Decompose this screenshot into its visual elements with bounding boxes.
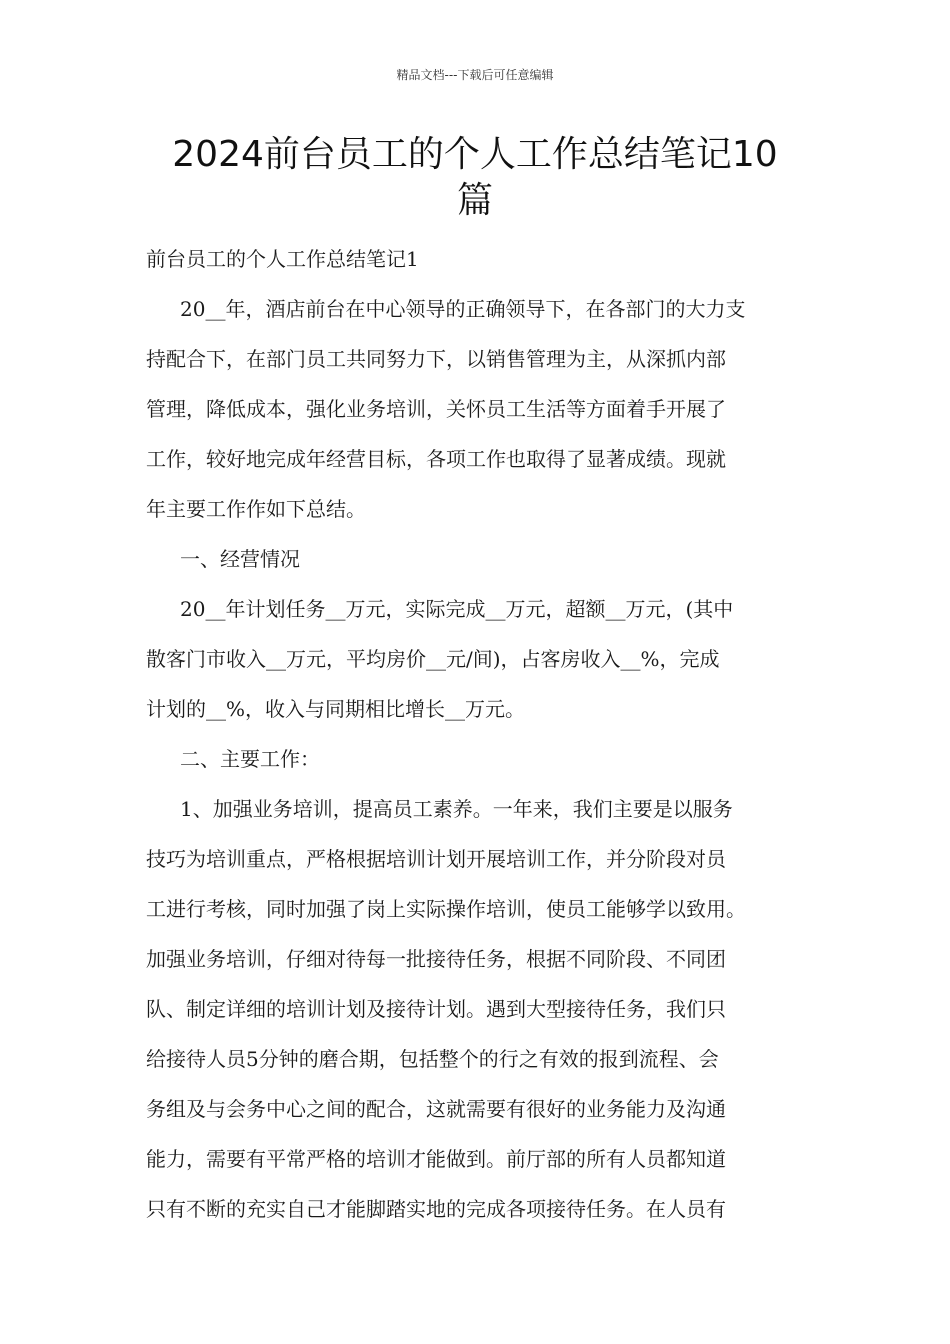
text-line: 技巧为培训重点，严格根据培训计划开展培训工作，并分阶段对员 [146, 847, 726, 871]
text-line: 计划的__%，收入与同期相比增长__万元。 [146, 697, 526, 721]
document-body [146, 234, 810, 1234]
text-line: 二、主要工作： [180, 747, 320, 771]
text-line: 散客门市收入__万元，平均房价__元/间)，占客房收入__%，完成 [146, 647, 720, 671]
text-line: 只有不断的充实自己才能脚踏实地的完成各项接待任务。在人员有 [146, 1197, 726, 1221]
text-line: 务组及与会务中心之间的配合，这就需要有很好的业务能力及沟通 [146, 1097, 726, 1121]
text-line: 队、制定详细的培训计划及接待计划。遇到大型接待任务，我们只 [146, 997, 726, 1021]
paragraph-training [146, 784, 810, 1234]
text-line: 年主要工作作如下总结。 [146, 497, 366, 521]
title-line-2: 篇 [456, 180, 493, 221]
text-line: 工进行考核，同时加强了岗上实际操作培训，使员工能够学以致用。 [146, 897, 746, 921]
text-line: 20__年计划任务__万元，实际完成__万元，超额__万元，(其中 [180, 597, 734, 621]
title-line-1: 2024前台员工的个人工作总结笔记10 [172, 134, 778, 175]
subheading-main-work [146, 734, 810, 784]
text-line: 管理，降低成本，强化业务培训，关怀员工生活等方面着手开展了 [146, 397, 726, 421]
text-line: 前台员工的个人工作总结笔记1 [146, 247, 419, 271]
subheading-business [146, 534, 810, 584]
paragraph-intro [146, 284, 810, 534]
document-title [0, 132, 950, 224]
text-line: 1、加强业务培训，提高员工素养。一年来，我们主要是以服务 [180, 797, 733, 821]
text-line: 20__年，酒店前台在中心领导的正确领导下，在各部门的大力支 [180, 297, 746, 321]
header-note: 精品文档---下载后可任意编辑 [396, 68, 554, 82]
text-line: 一、经营情况 [180, 547, 300, 571]
text-line: 工作，较好地完成年经营目标，各项工作也取得了显著成绩。现就 [146, 447, 726, 471]
text-line: 能力，需要有平常严格的培训才能做到。前厅部的所有人员都知道 [146, 1147, 726, 1171]
paragraph-business [146, 584, 810, 734]
text-line: 给接待人员5分钟的磨合期，包括整个的行之有效的报到流程、会 [146, 1047, 719, 1071]
text-line: 持配合下，在部门员工共同努力下，以销售管理为主，从深抓内部 [146, 347, 726, 371]
section-heading [146, 234, 810, 284]
text-line: 加强业务培训，仔细对待每一批接待任务，根据不同阶段、不同团 [146, 947, 726, 971]
